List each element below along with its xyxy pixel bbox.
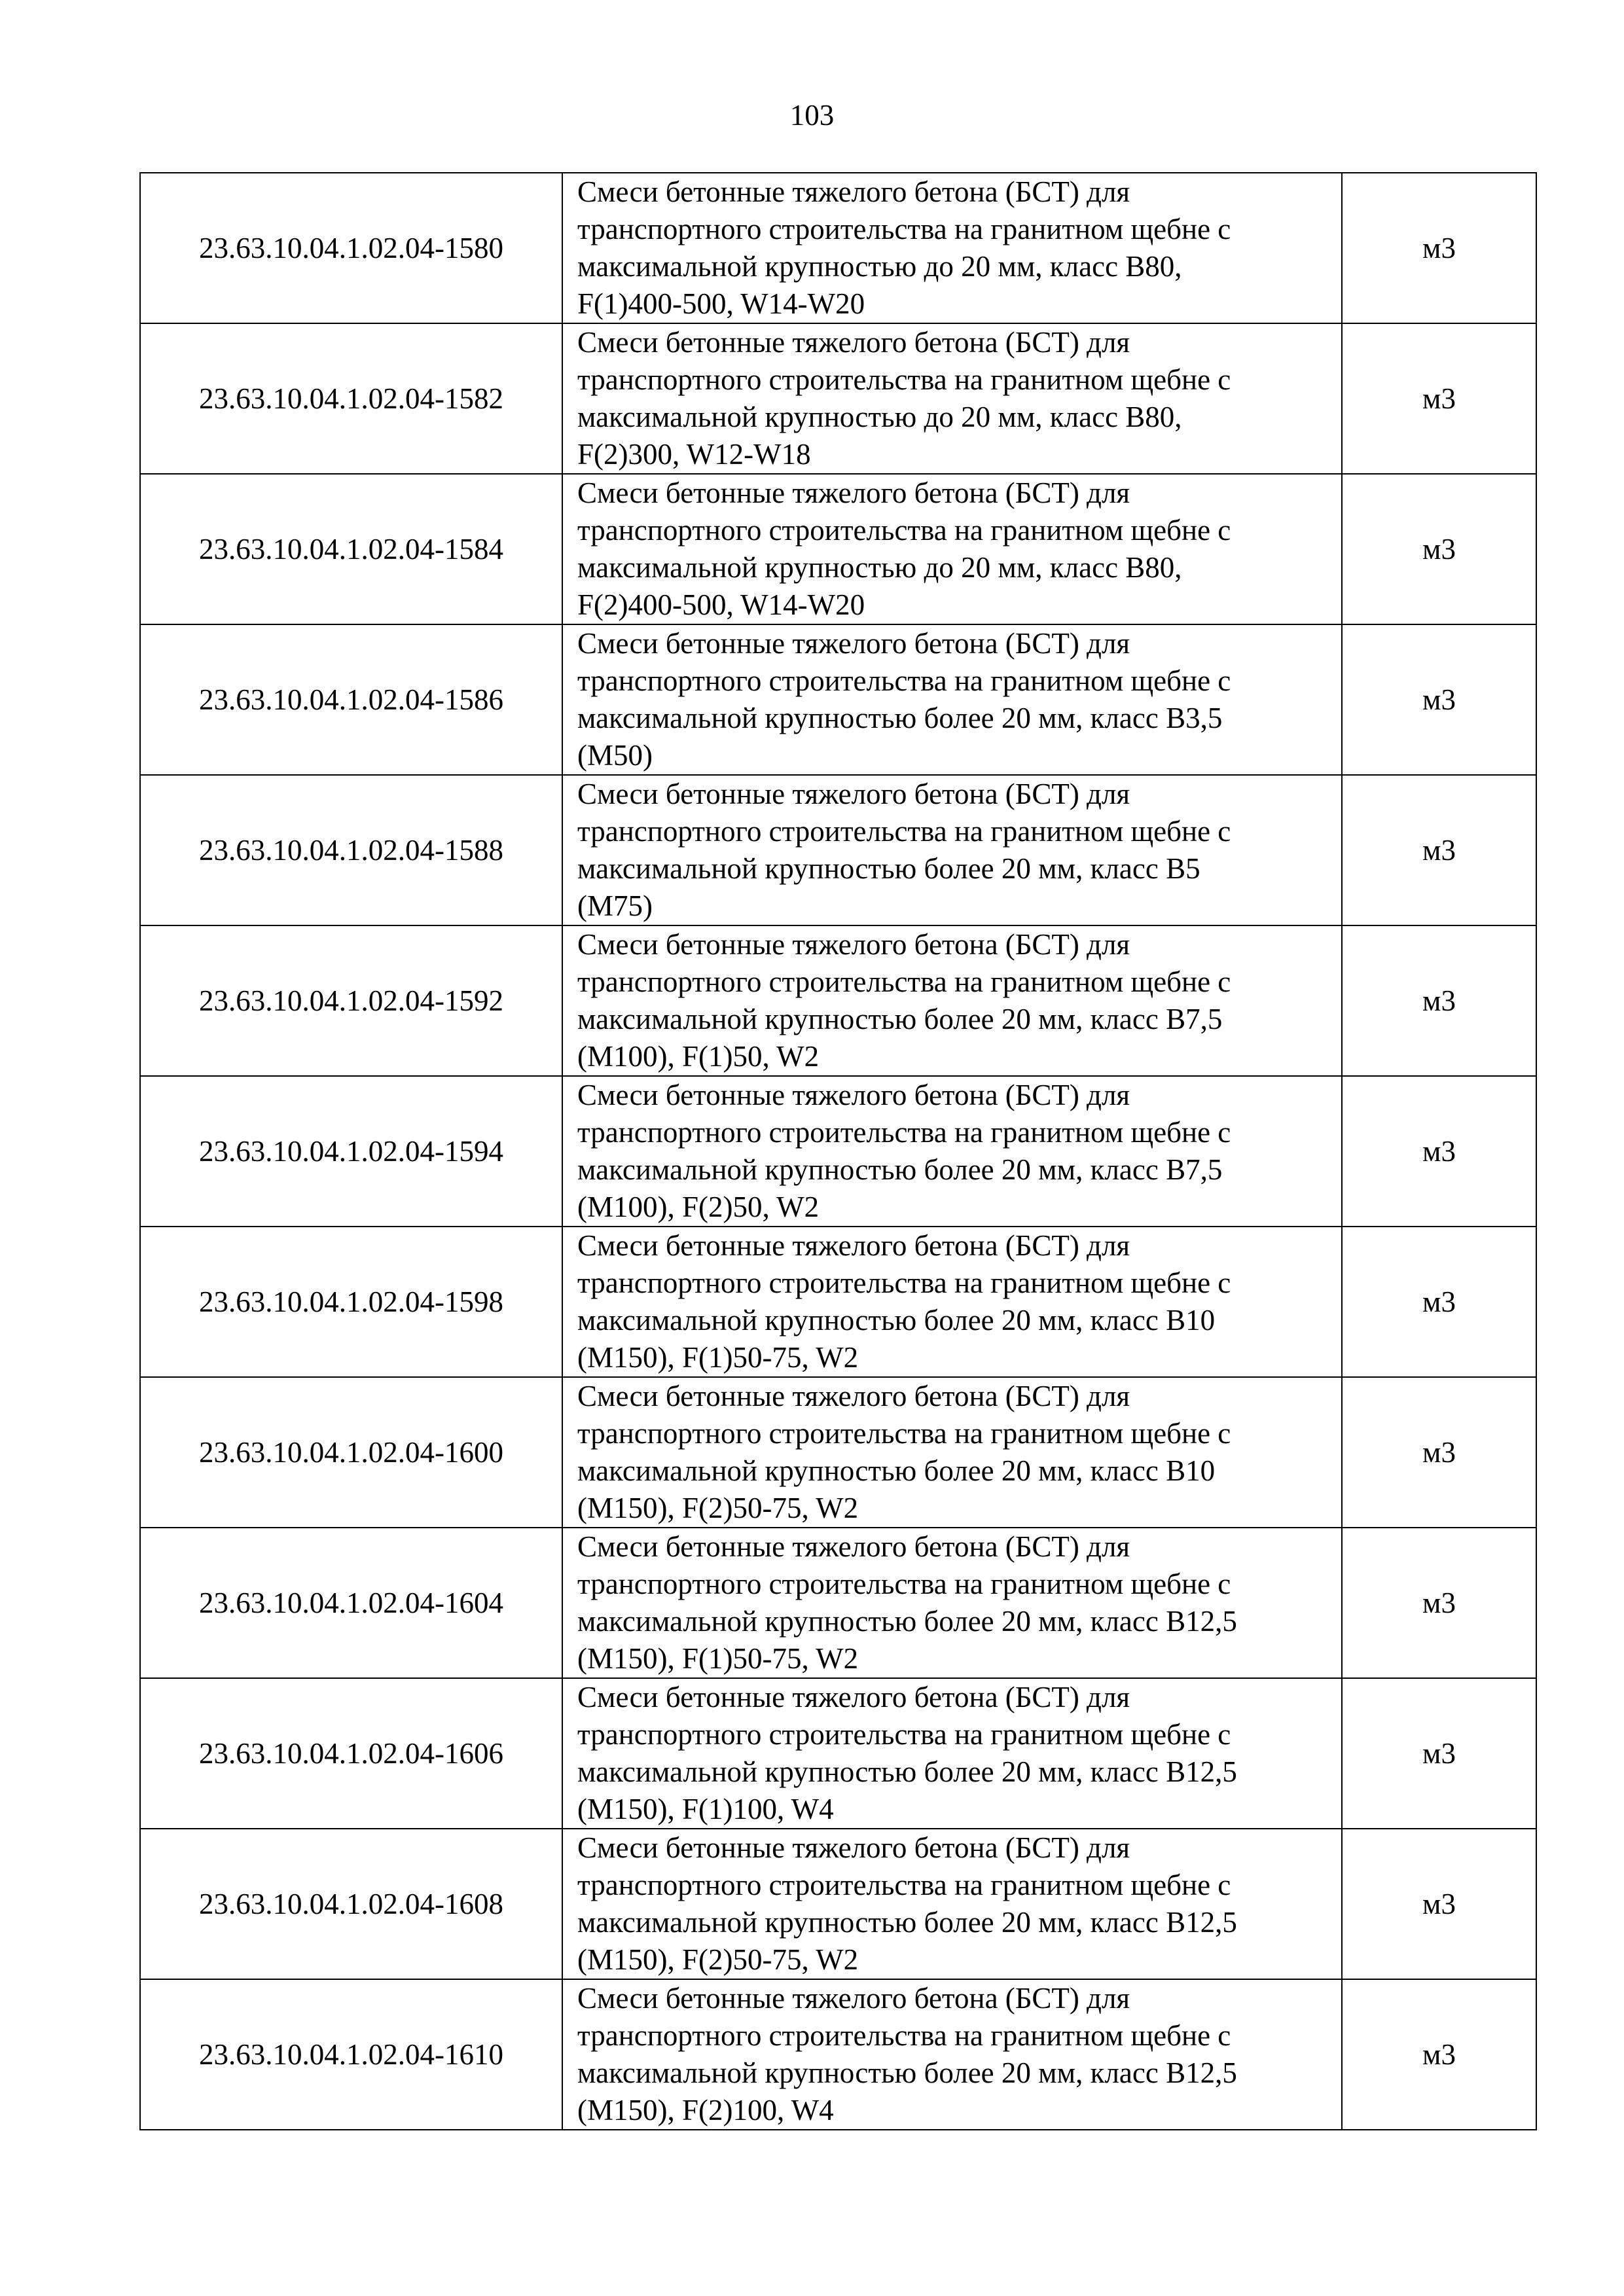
resource-code-cell: 23.63.10.04.1.02.04-1606 bbox=[140, 1678, 562, 1829]
page-number: 103 bbox=[789, 99, 835, 132]
resource-description-cell: Смеси бетонные тяжелого бетона (БСТ) для транспортного строительства на гранитном щебне с максимальной крупностью более 20 мм, класс В12,5 (М150), F(1)50-75, W2 bbox=[562, 1528, 1342, 1678]
unit-cell: м3 bbox=[1342, 173, 1536, 323]
resource-description-cell: Смеси бетонные тяжелого бетона (БСТ) для транспортного строительства на гранитном щебне с максимальной крупностью более 20 мм, класс В12,5 (М150), F(2)50-75, W2 bbox=[562, 1829, 1342, 1979]
unit-cell: м3 bbox=[1342, 1678, 1536, 1829]
resource-code-cell: 23.63.10.04.1.02.04-1584 bbox=[140, 474, 562, 624]
unit-cell: м3 bbox=[1342, 323, 1536, 474]
unit-cell: м3 bbox=[1342, 1377, 1536, 1528]
unit-cell: м3 bbox=[1342, 1227, 1536, 1377]
resource-code-cell: 23.63.10.04.1.02.04-1604 bbox=[140, 1528, 562, 1678]
table-row bbox=[140, 323, 1536, 474]
resource-code-cell: 23.63.10.04.1.02.04-1580 bbox=[140, 173, 562, 323]
table-row bbox=[140, 474, 1536, 624]
table-row bbox=[140, 1377, 1536, 1528]
unit-cell: м3 bbox=[1342, 925, 1536, 1076]
unit-cell: м3 bbox=[1342, 1979, 1536, 2130]
resource-description-cell: Смеси бетонные тяжелого бетона (БСТ) для транспортного строительства на гранитном щебне с максимальной крупностью до 20 мм, класс В80, F(1)400-500, W14-W20 bbox=[562, 173, 1342, 323]
table-row bbox=[140, 925, 1536, 1076]
unit-cell: м3 bbox=[1342, 775, 1536, 925]
table-row bbox=[140, 775, 1536, 925]
resource-description-cell: Смеси бетонные тяжелого бетона (БСТ) для транспортного строительства на гранитном щебне с максимальной крупностью более 20 мм, класс В10 (М150), F(2)50-75, W2 bbox=[562, 1377, 1342, 1528]
table-row bbox=[140, 1528, 1536, 1678]
resource-code-cell: 23.63.10.04.1.02.04-1586 bbox=[140, 624, 562, 775]
resource-description-cell: Смеси бетонные тяжелого бетона (БСТ) для транспортного строительства на гранитном щебне с максимальной крупностью более 20 мм, класс В7,5 (М100), F(1)50, W2 bbox=[562, 925, 1342, 1076]
unit-cell: м3 bbox=[1342, 624, 1536, 775]
resource-description-cell: Смеси бетонные тяжелого бетона (БСТ) для транспортного строительства на гранитном щебне с максимальной крупностью более 20 мм, класс В10 (М150), F(1)50-75, W2 bbox=[562, 1227, 1342, 1377]
table-row bbox=[140, 1829, 1536, 1979]
unit-cell: м3 bbox=[1342, 1528, 1536, 1678]
table-row bbox=[140, 1076, 1536, 1227]
resource-code-cell: 23.63.10.04.1.02.04-1594 bbox=[140, 1076, 562, 1227]
resource-code-cell: 23.63.10.04.1.02.04-1600 bbox=[140, 1377, 562, 1528]
resource-table bbox=[139, 172, 1537, 2130]
resource-description-cell: Смеси бетонные тяжелого бетона (БСТ) для транспортного строительства на гранитном щебне с максимальной крупностью до 20 мм, класс В80, F(2)400-500, W14-W20 bbox=[562, 474, 1342, 624]
resource-description-cell: Смеси бетонные тяжелого бетона (БСТ) для транспортного строительства на гранитном щебне с максимальной крупностью более 20 мм, класс В5 (М75) bbox=[562, 775, 1342, 925]
resource-description-cell: Смеси бетонные тяжелого бетона (БСТ) для транспортного строительства на гранитном щебне с максимальной крупностью более 20 мм, класс В12,5 (М150), F(2)100, W4 bbox=[562, 1979, 1342, 2130]
resource-description-cell: Смеси бетонные тяжелого бетона (БСТ) для транспортного строительства на гранитном щебне с максимальной крупностью более 20 мм, класс В12,5 (М150), F(1)100, W4 bbox=[562, 1678, 1342, 1829]
resource-description-cell: Смеси бетонные тяжелого бетона (БСТ) для транспортного строительства на гранитном щебне с максимальной крупностью более 20 мм, класс В7,5 (М100), F(2)50, W2 bbox=[562, 1076, 1342, 1227]
resource-description-cell: Смеси бетонные тяжелого бетона (БСТ) для транспортного строительства на гранитном щебне с максимальной крупностью более 20 мм, класс В3,5 (М50) bbox=[562, 624, 1342, 775]
resource-description-cell: Смеси бетонные тяжелого бетона (БСТ) для транспортного строительства на гранитном щебне с максимальной крупностью до 20 мм, класс В80, F(2)300, W12-W18 bbox=[562, 323, 1342, 474]
resource-code-cell: 23.63.10.04.1.02.04-1608 bbox=[140, 1829, 562, 1979]
unit-cell: м3 bbox=[1342, 1829, 1536, 1979]
resource-code-cell: 23.63.10.04.1.02.04-1610 bbox=[140, 1979, 562, 2130]
resource-code-cell: 23.63.10.04.1.02.04-1588 bbox=[140, 775, 562, 925]
resource-code-cell: 23.63.10.04.1.02.04-1582 bbox=[140, 323, 562, 474]
resource-code-cell: 23.63.10.04.1.02.04-1598 bbox=[140, 1227, 562, 1377]
table-row bbox=[140, 1678, 1536, 1829]
resource-code-cell: 23.63.10.04.1.02.04-1592 bbox=[140, 925, 562, 1076]
unit-cell: м3 bbox=[1342, 1076, 1536, 1227]
table-row bbox=[140, 173, 1536, 323]
table-row bbox=[140, 1979, 1536, 2130]
table-row bbox=[140, 624, 1536, 775]
unit-cell: м3 bbox=[1342, 474, 1536, 624]
table-row bbox=[140, 1227, 1536, 1377]
